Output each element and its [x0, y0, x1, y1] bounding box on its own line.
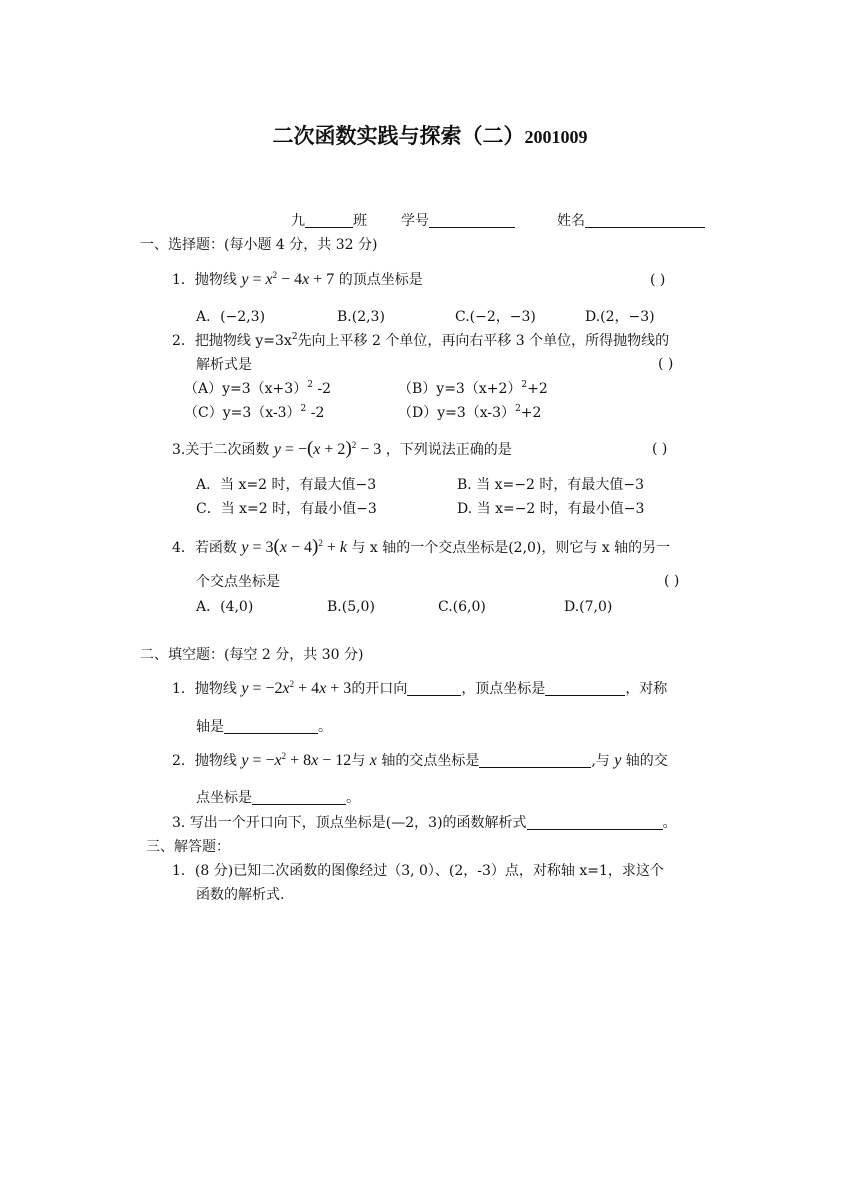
q1-2-stem-line1: 2．把抛物线 $y=3x^2$先向上平移 2 个单位，再向右平移 3 个单位，所得抛物线的	[172, 332, 670, 349]
q1-4-option-c: C.(6,0)	[438, 599, 486, 615]
q3-1-stem-line1: 1．(8 分)已知二次函数的图像经过（3, 0）、(2，-3）点，对称轴 x=1，求这个	[172, 863, 664, 879]
q1-2-option-b: $(B)y=3(x+2)^2+2$	[398, 380, 548, 397]
q1-1-stem: 1．抛物线 $y = x^2 - 4x + 7$ 的顶点坐标是	[172, 270, 423, 288]
q2-1-stem-line2: 轴是 。	[196, 719, 332, 735]
vertex-blank[interactable]	[545, 681, 625, 696]
q1-2-option-a: $(A)y=3(x+3)^2$ -2	[184, 380, 332, 397]
q1-1-option-a: A．(−2,3)	[196, 309, 266, 325]
student-no-blank	[429, 213, 515, 228]
q1-4-option-b: B.(5,0)	[327, 599, 375, 615]
q2-2-stem: 2．抛物线 $y = -x^2 + 8x - 12$与 x 轴的交点坐标是 ,与 y 轴的交	[172, 751, 668, 769]
opening-direction-blank[interactable]	[407, 681, 461, 696]
page-title: 二次函数实践与探索（二）2001009	[272, 123, 588, 148]
q1-4-stem-line2: 个交点坐标是	[196, 574, 280, 590]
student-info-line: 九 班 学号 姓名	[291, 212, 705, 230]
q1-3-answer-paren: ( )	[652, 441, 668, 457]
q1-3-option-c: C．当 x=2 时，有最小值−3	[196, 501, 377, 517]
q1-4-option-a: A．(4,0)	[196, 599, 254, 615]
q1-4-answer-paren: ( )	[664, 573, 680, 589]
section-3-heading: 三、解答题：	[146, 839, 230, 855]
q1-2-answer-paren: ( )	[658, 356, 674, 372]
q1-4-option-d: D.(7,0)	[564, 599, 613, 615]
equation-5: $y = -2x^2 + 4x + 3$	[241, 679, 352, 697]
axis-blank[interactable]	[224, 719, 318, 734]
x-intercept-blank[interactable]	[479, 753, 591, 768]
q1-3-option-b: B. 当 x=−2 时，有最大值−3	[457, 477, 644, 493]
q1-2-option-d: $(D)y=3(x-3)^2+2$	[398, 404, 542, 421]
name-blank	[585, 213, 705, 228]
equation-3: $y = -(x + 2)^2 - 3$	[273, 438, 382, 459]
function-expression-blank[interactable]	[527, 815, 663, 830]
q1-4-stem: 4．若函数 $y = 3(x - 4)^2 + k$ 与 x 轴的一个交点坐标是(2,0)，则它与 x 轴的另一	[172, 536, 671, 557]
q1-3-stem: 3.关于二次函数 $y = -(x + 2)^2 - 3$ ，下列说法正确的是	[172, 438, 512, 459]
equation-1: $y = x^2 - 4x + 7$	[241, 270, 335, 288]
y-intercept-blank[interactable]	[252, 790, 346, 805]
q3-1-stem-line2: 函数的解析式.	[196, 887, 285, 903]
equation-4: $y = 3(x - 4)^2 + k$	[241, 536, 347, 557]
q1-1-option-b: B.(2,3)	[337, 309, 385, 325]
equation-6: $y = -x^2 + 8x - 12$	[241, 751, 352, 769]
section-2-heading: 二、填空题：(每空 2 分，共 30 分)	[140, 647, 364, 663]
q1-3-option-a: A．当 x=2 时，有最大值−3	[196, 477, 377, 493]
q2-2-stem-line2: 点坐标是 。	[196, 790, 360, 806]
q1-2-option-c: $(C)y=3(x-3)^2$ -2	[184, 404, 325, 421]
q1-1-option-c: C.(−2，−3)	[455, 309, 536, 325]
q1-3-option-d: D. 当 x=−2 时，有最小值−3	[457, 501, 645, 517]
q2-3-stem: 3. 写出一个开口向下，顶点坐标是(—2，3)的函数解析式 。	[172, 815, 677, 831]
q2-1-stem: 1．抛物线 $y = -2x^2 + 4x + 3$的开口向 ，顶点坐标是 ，对称	[172, 679, 668, 697]
q1-1-option-d: D.(2，−3)	[585, 309, 655, 325]
q1-2-stem-line2: 解析式是	[196, 357, 252, 373]
class-blank	[305, 213, 353, 228]
q1-1-answer-paren: ( )	[650, 272, 666, 288]
section-1-heading: 一、选择题：(每小题 4 分，共 32 分)	[140, 237, 378, 253]
